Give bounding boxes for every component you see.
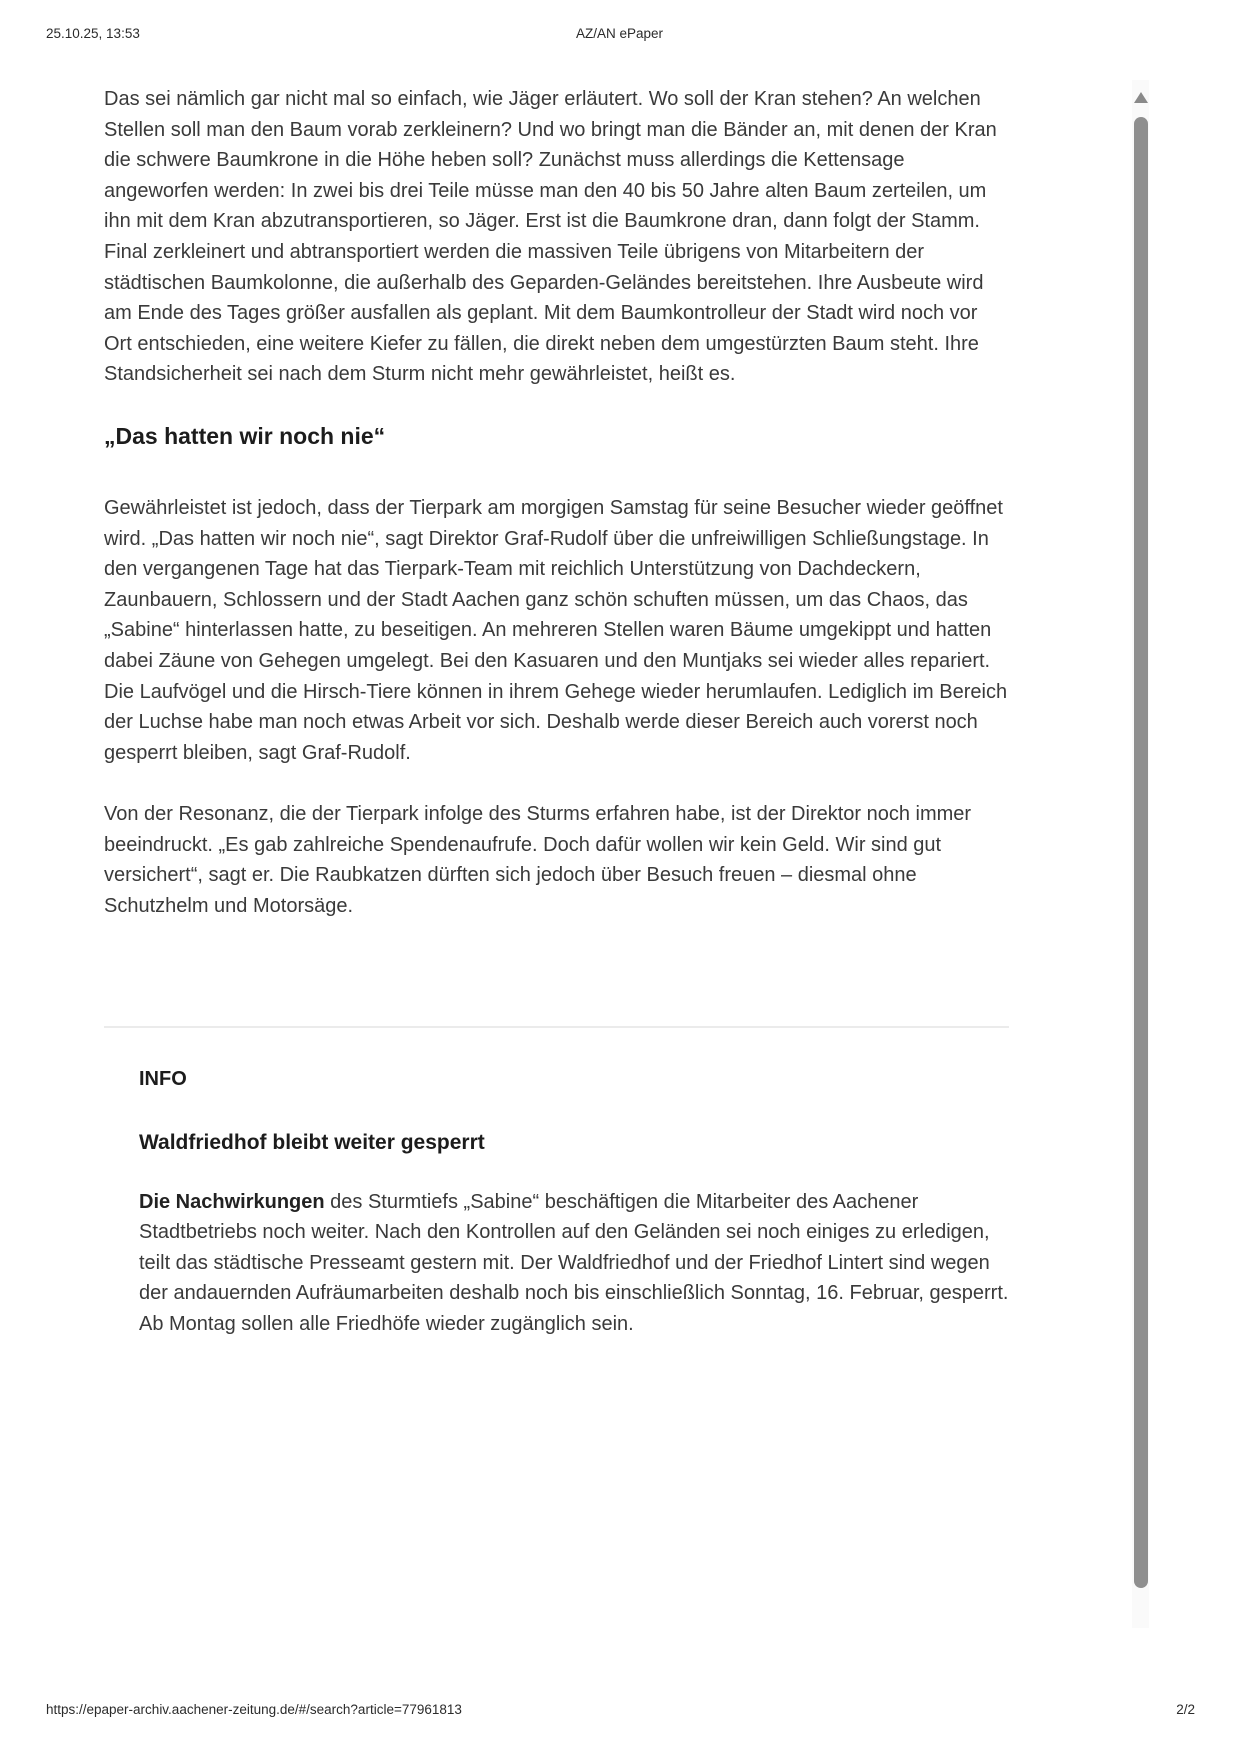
- section-divider: [104, 1026, 1009, 1028]
- print-datetime: 25.10.25, 13:53: [46, 26, 140, 41]
- section-heading: „Das hatten wir noch nie“: [104, 422, 386, 449]
- article-paragraph: Das sei nämlich gar nicht mal so einfach, wie Jäger erläutert. Wo soll der Kran stehen? An welchen Stellen soll man den Baum vorab zerkleinern? Und wo bringt man die Bänder an, mit denen der Kran die schwere Baumkrone in die Höhe heben soll? Zunächst muss allerdings die Kettensage angeworfen werden: In zwei bis drei Teile müsse man den 40 bis 50 Jahre alten Baum zerteilen, um ihn mit dem Kran abzutransportieren, so Jäger. Erst ist die Baumkrone dran, dann folgt der Stamm. Final zerkleinert und abtransportiert werden die massiven Teile übrigens von Mitarbeitern der städtischen Baumkolonne, die außerhalb des Geparden-Geländes bereitstehen. Ihre Ausbeute wird am Ende des Tages größer ausfallen als geplant. Mit dem Baumkontrolleur der Stadt wird noch vor Ort entschieden, eine weitere Kiefer zu fällen, die direkt neben dem umgestürzten Baum steht. Ihre Standsicherheit sei nach dem Sturm nicht mehr gewährleistet, heißt es.: [104, 88, 997, 386]
- info-box: [104, 1068, 1009, 1340]
- info-box-label: INFO: [139, 1067, 187, 1090]
- article-content: [104, 84, 1009, 1340]
- article-paragraph: Von der Resonanz, die der Tierpark infolge des Sturms erfahren habe, ist der Direktor noch immer beeindruckt. „Es gab zahlreiche Spendenaufrufe. Doch dafür wollen wir kein Geld. Wir sind gut versichert“, sagt er. Die Raubkatzen dürften sich jedoch über Besuch freuen – diesmal ohne Schutzhelm und Motorsäge.: [104, 803, 972, 918]
- scrollbar-thumb[interactable]: [1134, 117, 1148, 1588]
- arrow-up-icon[interactable]: [1134, 92, 1148, 103]
- info-box-lead: Die Nachwirkungen: [139, 1190, 325, 1213]
- info-box-paragraph: [139, 1187, 1009, 1340]
- page-title: AZ/AN ePaper: [575, 26, 664, 41]
- page-indicator: 2/2: [1176, 1702, 1195, 1717]
- print-footer: [0, 1702, 1239, 1722]
- info-box-body: des Sturmtiefs „Sabine“ beschäftigen die Mitarbeiter des Aachener Stadtbetriebs noch weiter. Nach den Kontrollen auf den Geländen sei noch einiges zu erledigen, teilt das städtische Presseamt gestern mit. Der Waldfriedhof und der Friedhof Lintert sind wegen der andauernden Aufräumarbeiten deshalb noch bis einschließlich Sonntag, 16. Februar, gesperrt. Ab Montag sollen alle Friedhöfe wieder zugänglich sein.: [139, 1190, 1009, 1336]
- info-box-heading: Waldfriedhof bleibt weiter gesperrt: [139, 1130, 485, 1154]
- print-header: [0, 26, 1239, 46]
- footer-url: https://epaper-archiv.aachener-zeitung.de/#/search?article=77961813: [46, 1702, 462, 1717]
- article-paragraph: Gewährleistet ist jedoch, dass der Tierpark am morgigen Samstag für seine Besucher wieder geöffnet wird. „Das hatten wir noch nie“, sagt Direktor Graf-Rudolf über die unfreiwilligen Schließungstage. In den vergangenen Tage hat das Tierpark-Team mit reichlich Unterstützung von Dachdeckern, Zaunbauern, Schlossern und der Stadt Aachen ganz schön schuften müssen, um das Chaos, das „Sabine“ hinterlassen hatte, zu beseitigen. An mehreren Stellen waren Bäume umgekippt und hatten dabei Zäune von Gehegen umgelegt. Bei den Kasuaren und den Muntjaks sei wieder alles repariert. Die Laufvögel und die Hirsch-Tiere können in ihrem Gehege wieder herumlaufen. Lediglich im Bereich der Luchse habe man noch etwas Arbeit vor sich. Deshalb werde dieser Bereich auch vorerst noch gesperrt bleiben, sagt Graf-Rudolf.: [104, 496, 1008, 764]
